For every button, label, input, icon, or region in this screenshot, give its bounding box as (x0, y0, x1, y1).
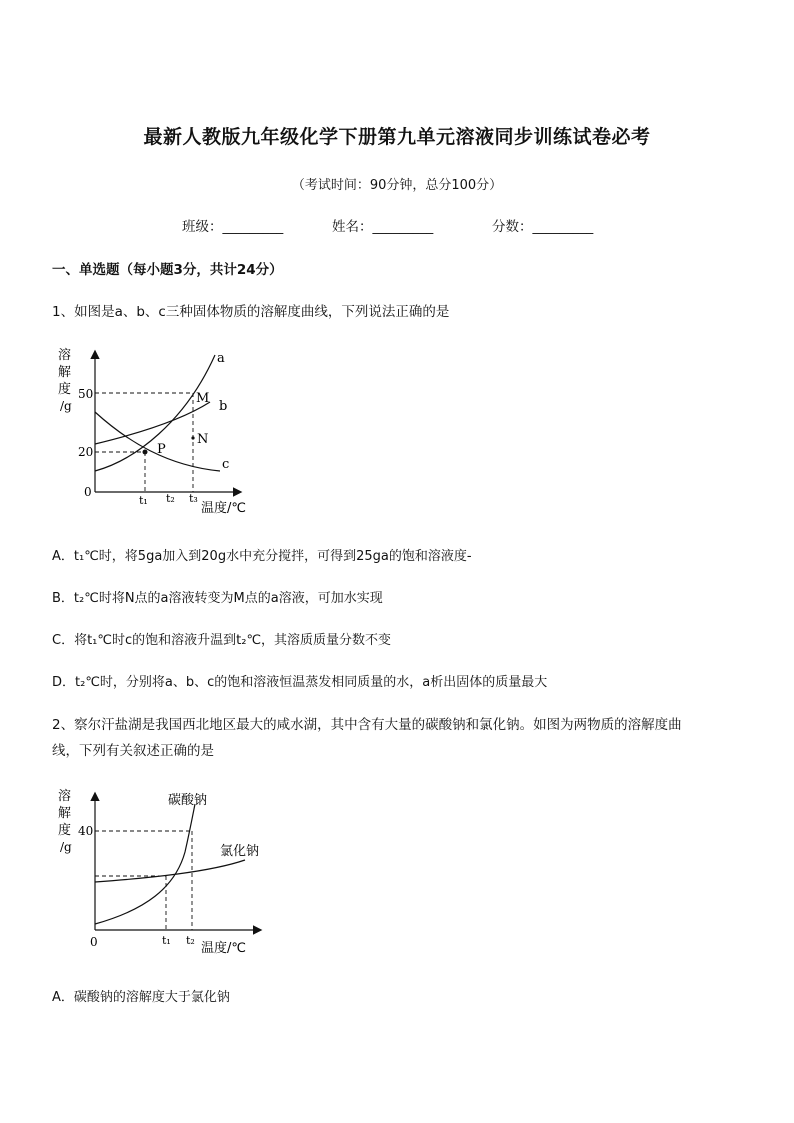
x-axis-label: 温度/℃ (201, 501, 246, 516)
sodium-carbonate-label: 碳酸钠 (168, 793, 208, 808)
y-tick-label: 50 (78, 387, 94, 401)
point-p (143, 450, 148, 455)
question-2-stem-line1: 2、察尔汗盐湖是我国西北地区最大的咸水湖，其中含有大量的碳酸钠和氯化钠。如图为两物质的溶解度曲 (52, 717, 682, 733)
curve-a-label: a (217, 351, 225, 366)
curve-sodium-carbonate (95, 804, 195, 924)
x-tick-label: t₂ (166, 492, 175, 505)
point-m-label: M (196, 391, 210, 406)
exam-info: （考试时间：90分钟，总分100分） (291, 178, 503, 193)
point-n-label: N (197, 432, 209, 447)
point-p-label: P (157, 442, 166, 457)
x-tick-label: t₂ (186, 934, 195, 947)
x-tick-label: t₁ (139, 494, 148, 507)
y-label-char: /g (60, 840, 72, 854)
x-tick-label: t₁ (162, 934, 171, 947)
score-field: 分数：_________ (492, 219, 594, 235)
y-label-char: 解 (58, 806, 72, 821)
question-2-option-a[interactable]: A．碳酸钠的溶解度大于氯化钠 (52, 990, 230, 1005)
name-field: 姓名：_________ (332, 219, 434, 235)
curve-b-label: b (219, 399, 228, 414)
origin-label: 0 (90, 935, 98, 949)
question-2-stem-line2: 线，下列有关叙述正确的是 (52, 743, 214, 759)
y-tick-label: 40 (78, 824, 94, 838)
page-title: 最新人教版九年级化学下册第九单元溶液同步训练试卷必考 (143, 126, 651, 148)
point-n (191, 436, 194, 439)
solubility-chart-1 (50, 340, 260, 520)
curve-sodium-chloride (95, 860, 245, 882)
y-tick-label: 20 (78, 445, 94, 459)
x-tick-label: t₃ (189, 492, 198, 505)
question-1-option-a[interactable]: A．t₁℃时，将5ga加入到20g水中充分搅拌，可得到25ga的饱和溶液度- (52, 549, 472, 564)
class-field: 班级：_________ (182, 219, 284, 235)
solubility-chart-2 (50, 780, 280, 960)
question-1-option-d[interactable]: D．t₂℃时，分别将a、b、c的饱和溶液恒温蒸发相同质量的水，a析出固体的质量最大 (52, 675, 548, 690)
y-label-char: 溶 (58, 789, 72, 804)
y-label-char: 度 (58, 823, 72, 838)
y-label-char: /g (60, 399, 72, 413)
origin-label: 0 (84, 485, 92, 499)
question-1-stem: 1、如图是a、b、c三种固体物质的溶解度曲线，下列说法正确的是 (52, 304, 450, 320)
question-1-option-c[interactable]: C．将t₁℃时c的饱和溶液升温到t₂℃，其溶质质量分数不变 (52, 633, 392, 648)
curve-c-label: c (222, 457, 230, 472)
x-axis-label: 温度/℃ (201, 941, 246, 956)
question-1-option-b[interactable]: B．t₂℃时将N点的a溶液转变为M点的a溶液，可加水实现 (52, 591, 383, 606)
sodium-chloride-label: 氯化钠 (220, 844, 260, 859)
y-label-char: 度 (58, 382, 72, 397)
y-label-char: 解 (58, 365, 72, 380)
y-label-char: 溶 (58, 348, 72, 363)
section-heading: 一、单选题（每小题3分，共计24分） (52, 262, 283, 278)
